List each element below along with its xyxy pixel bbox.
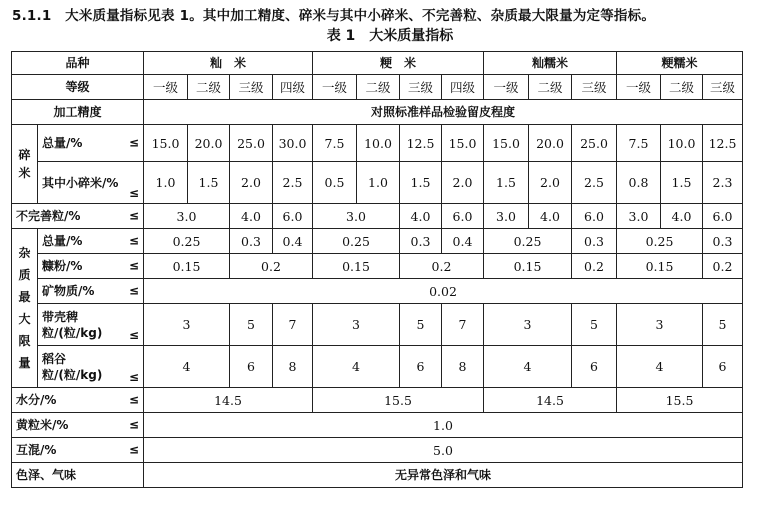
variety-geng: 粳 米 xyxy=(313,52,484,75)
value-cell: 14.5 xyxy=(484,388,617,413)
imperfect-row xyxy=(12,204,743,229)
processing-row xyxy=(12,100,743,125)
value-cell: 6.0 xyxy=(572,204,617,229)
value-cell: 6.0 xyxy=(273,204,313,229)
processing-label: 加工精度 xyxy=(12,100,144,125)
value-cell: 1.5 xyxy=(484,162,529,204)
yellow-row xyxy=(12,413,743,438)
value-cell: 3 xyxy=(313,304,400,346)
value-cell: 0.3 xyxy=(230,229,273,254)
value-cell: 4 xyxy=(313,346,400,388)
value-cell: 2.0 xyxy=(230,162,273,204)
value-cell: 12.5 xyxy=(703,125,743,162)
value-cell: 0.25 xyxy=(313,229,400,254)
value-cell: 6 xyxy=(703,346,743,388)
value-cell: 0.8 xyxy=(617,162,661,204)
broken-total-label: 总量/% ≤ xyxy=(38,125,144,162)
value-cell: 15.5 xyxy=(617,388,743,413)
value-cell: 3 xyxy=(484,304,572,346)
variety-gengnuo: 粳糯米 xyxy=(617,52,743,75)
value-cell: 10.0 xyxy=(661,125,703,162)
impurity-paddy-row xyxy=(12,346,743,388)
broken-small-label: 其中小碎米/% ≤ xyxy=(38,162,144,204)
value-cell: 5 xyxy=(572,304,617,346)
value-cell: 3.0 xyxy=(313,204,400,229)
impurity-husked-label: 带壳稗粒/(粒/kg) ≤ xyxy=(38,304,144,346)
value-cell: 0.15 xyxy=(484,254,572,279)
value-cell: 1.5 xyxy=(188,162,230,204)
variety-xiannuo: 籼糯米 xyxy=(484,52,617,75)
value-cell: 4.0 xyxy=(529,204,572,229)
grade-cell: 一级 xyxy=(617,75,661,100)
value-cell: 2.5 xyxy=(572,162,617,204)
variety-row xyxy=(12,52,743,75)
value-cell: 0.2 xyxy=(400,254,484,279)
value-cell: 0.25 xyxy=(144,229,230,254)
value-cell: 12.5 xyxy=(400,125,442,162)
value-cell: 0.2 xyxy=(230,254,313,279)
impurity-bran-label: 糠粉/% ≤ xyxy=(38,254,144,279)
value-cell: 1.5 xyxy=(661,162,703,204)
value-cell: 6.0 xyxy=(442,204,484,229)
value-cell: 0.3 xyxy=(572,229,617,254)
value-cell: 0.15 xyxy=(313,254,400,279)
grade-cell: 三级 xyxy=(400,75,442,100)
value-cell: 6.0 xyxy=(703,204,743,229)
value-cell: 1.0 xyxy=(144,413,743,438)
value-cell: 15.0 xyxy=(144,125,188,162)
value-cell: 0.3 xyxy=(400,229,442,254)
moisture-row xyxy=(12,388,743,413)
value-cell: 10.0 xyxy=(357,125,400,162)
value-cell: 4 xyxy=(144,346,230,388)
value-cell: 0.25 xyxy=(484,229,572,254)
grade-cell: 二级 xyxy=(188,75,230,100)
grade-cell: 一级 xyxy=(313,75,357,100)
value-cell: 1.5 xyxy=(400,162,442,204)
rice-quality-table xyxy=(11,51,743,488)
grade-cell: 三级 xyxy=(572,75,617,100)
section-intro: 5.1.1 大米质量指标见表 1。其中加工精度、碎米与其中小碎米、不完善粒、杂质最大限量为定等指标。 xyxy=(12,8,656,24)
value-cell: 0.4 xyxy=(442,229,484,254)
value-cell: 15.0 xyxy=(484,125,529,162)
broken-group-label: 碎米 xyxy=(12,125,38,204)
value-cell: 25.0 xyxy=(230,125,273,162)
value-cell: 4 xyxy=(484,346,572,388)
impurity-mineral-row xyxy=(12,279,743,304)
imperfect-label: 不完善粒/% ≤ xyxy=(12,204,144,229)
value-cell: 8 xyxy=(273,346,313,388)
value-cell: 7.5 xyxy=(313,125,357,162)
value-cell: 0.3 xyxy=(703,229,743,254)
value-cell: 3.0 xyxy=(144,204,230,229)
value-cell: 0.5 xyxy=(313,162,357,204)
grade-cell: 一级 xyxy=(144,75,188,100)
value-cell: 0.2 xyxy=(572,254,617,279)
grade-row xyxy=(12,75,743,100)
value-cell: 3 xyxy=(617,304,703,346)
value-cell: 5 xyxy=(230,304,273,346)
value-cell: 25.0 xyxy=(572,125,617,162)
grade-cell: 三级 xyxy=(703,75,743,100)
impurity-group-label: 杂质最大限量 xyxy=(12,229,38,388)
value-cell: 5 xyxy=(400,304,442,346)
value-cell: 20.0 xyxy=(188,125,230,162)
impurity-bran-row xyxy=(12,254,743,279)
value-cell: 0.2 xyxy=(703,254,743,279)
grade-cell: 三级 xyxy=(230,75,273,100)
grade-cell: 四级 xyxy=(442,75,484,100)
yellow-label: 黄粒米/% ≤ xyxy=(12,413,144,438)
impurity-husked-row xyxy=(12,304,743,346)
value-cell: 30.0 xyxy=(273,125,313,162)
impurity-total-label: 总量/% ≤ xyxy=(38,229,144,254)
value-cell: 2.5 xyxy=(273,162,313,204)
value-cell: 7 xyxy=(442,304,484,346)
impurity-paddy-label: 稻谷粒/(粒/kg) ≤ xyxy=(38,346,144,388)
value-cell: 3.0 xyxy=(617,204,661,229)
value-cell: 8 xyxy=(442,346,484,388)
mixed-row xyxy=(12,438,743,463)
color-label: 色泽、气味 xyxy=(12,463,144,488)
value-cell: 4.0 xyxy=(400,204,442,229)
value-cell: 6 xyxy=(400,346,442,388)
grade-cell: 四级 xyxy=(273,75,313,100)
color-value: 无异常色泽和气味 xyxy=(144,463,743,488)
grade-cell: 二级 xyxy=(357,75,400,100)
variety-xian: 籼 米 xyxy=(144,52,313,75)
value-cell: 4.0 xyxy=(230,204,273,229)
value-cell: 5 xyxy=(703,304,743,346)
grade-cell: 一级 xyxy=(484,75,529,100)
value-cell: 2.3 xyxy=(703,162,743,204)
value-cell: 2.0 xyxy=(442,162,484,204)
variety-header-label: 品种 xyxy=(12,52,144,75)
mixed-label: 互混/% ≤ xyxy=(12,438,144,463)
value-cell: 20.0 xyxy=(529,125,572,162)
value-cell: 7 xyxy=(273,304,313,346)
value-cell: 0.15 xyxy=(144,254,230,279)
value-cell: 15.5 xyxy=(313,388,484,413)
value-cell: 6 xyxy=(230,346,273,388)
table-caption: 表 1 大米质量指标 xyxy=(326,28,454,44)
value-cell: 15.0 xyxy=(442,125,484,162)
value-cell: 6 xyxy=(572,346,617,388)
broken-total-row xyxy=(12,125,743,162)
value-cell: 1.0 xyxy=(144,162,188,204)
value-cell: 0.15 xyxy=(617,254,703,279)
moisture-label: 水分/% ≤ xyxy=(12,388,144,413)
value-cell: 3 xyxy=(144,304,230,346)
grade-cell: 二级 xyxy=(529,75,572,100)
value-cell: 4.0 xyxy=(661,204,703,229)
broken-small-row xyxy=(12,162,743,204)
grade-header-label: 等级 xyxy=(12,75,144,100)
value-cell: 5.0 xyxy=(144,438,743,463)
value-cell: 0.02 xyxy=(144,279,743,304)
impurity-total-row xyxy=(12,229,743,254)
value-cell: 0.25 xyxy=(617,229,703,254)
value-cell: 1.0 xyxy=(357,162,400,204)
grade-cell: 二级 xyxy=(661,75,703,100)
value-cell: 7.5 xyxy=(617,125,661,162)
value-cell: 3.0 xyxy=(484,204,529,229)
impurity-mineral-label: 矿物质/% ≤ xyxy=(38,279,144,304)
value-cell: 2.0 xyxy=(529,162,572,204)
color-row xyxy=(12,463,743,488)
processing-value: 对照标准样品检验留皮程度 xyxy=(144,100,743,125)
value-cell: 4 xyxy=(617,346,703,388)
value-cell: 0.4 xyxy=(273,229,313,254)
value-cell: 14.5 xyxy=(144,388,313,413)
